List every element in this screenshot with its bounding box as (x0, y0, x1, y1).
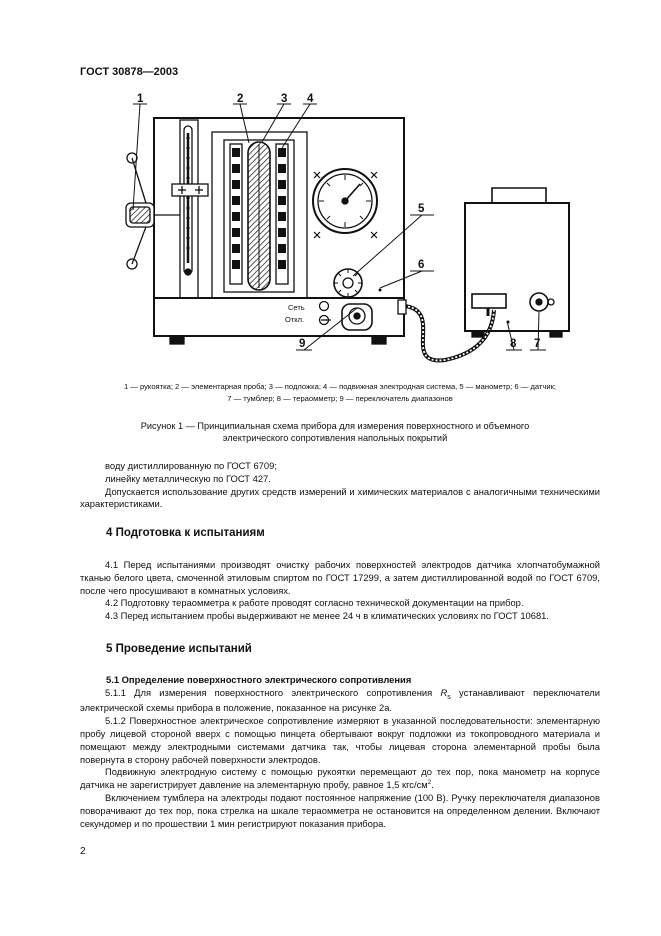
paragraph-4-3: 4.3 Перед испытанием пробы выдерживают не менее 24 ч в климатических условиях по ГОСТ 10681. (105, 610, 549, 622)
paragraph-toggle-voltage: Включением тумблера на электроды подают постоянное напряжение (100 В). Ручку переключателя диапазонов поворачивают до тех пор, пока стрелка на шкале тераомметра не остановится на определенном делении. Включают секундомер и по прошествии 1 мин регистрируют показания прибора. (80, 791, 600, 829)
panel-label-otkl: Откл. (285, 315, 305, 324)
manometer-gauge (313, 169, 377, 233)
section-4-heading: 4 Подготовка к испытаниям (106, 527, 265, 539)
callout-8: 8 (510, 338, 517, 350)
device-schematic-figure (100, 88, 580, 368)
materials-item-water: воду дистиллированную по ГОСТ 6709; (105, 460, 277, 471)
subsection-5-1-heading: 5.1 Определение поверхностного электрического сопротивления (106, 674, 412, 685)
paragraph-electrode-move: Подвижную электродную систему с помощью рукоятки перемещают до тех пор, пока манометр на корпусе датчика не зарегистрирует давление на элементарную пробу, равное 1,5 кгс/$см^2$. (80, 766, 600, 791)
callout-5: 5 (418, 203, 425, 215)
callout-7: 7 (534, 338, 541, 350)
sensor-dial (334, 269, 362, 297)
section-5-heading: 5 Проведение испытаний (106, 643, 252, 655)
callout-1: 1 (137, 93, 144, 105)
paragraph-5-1-1: 5.1.1 Для измерения поверхностного электрического сопротивления $R_s$ устанавливают переключатели электрической схемы прибора в положение, показанное на рисунке 2а. (80, 687, 600, 714)
page-number: 2 (80, 846, 86, 857)
materials-list (80, 460, 600, 511)
legend-line-1: 1 — рукоятка; 2 — элементарная проба; 3 — подложка; 4 — подвижная электродная система, 5 — манометр; 6 — датчик; (123, 382, 557, 391)
callout-6: 6 (418, 259, 425, 271)
materials-note: Допускается использование других средств измерений и химических материалов с аналогичными техническими характеристиками. (80, 485, 600, 510)
callout-2: 2 (237, 93, 244, 105)
legend-line-2: 7 — тумблер; 8 — тераомметр; 9 — переключатель диапазонов (227, 394, 453, 404)
document-header: ГОСТ 30878—2003 (80, 66, 179, 78)
paragraph-4-1: 4.1 Перед испытаниями производят очистку рабочих поверхностей электродов датчика хлопчатобумажной тканью белого цвета, смоченной этиловым спиртом по ГОСТ 17299, а затем дистиллированной водой по ГОСТ 6709, после чего просушивают в комнатных условиях. (80, 559, 600, 596)
callout-9: 9 (299, 338, 306, 350)
paragraph-5-1-2: 5.1.2 Поверхностное электрическое сопротивление измеряют в указанной последовательности: элементарную пробу лицевой стороной вверх с помощью пинцета обертывают вокруг подложки из токопроводного материала и помещают между электродными системами датчика так, чтобы лицевая сторона элементарной пробы была повернута в сторону рабочей поверхности электродов. (80, 715, 600, 765)
figure-legend (80, 381, 600, 405)
teraohmmeter-box (465, 188, 569, 337)
materials-item-ruler: линейку металлическую по ГОСТ 427. (105, 472, 271, 484)
callout-3: 3 (281, 93, 288, 105)
section-4-body (80, 559, 600, 623)
paragraph-4-2: 4.2 Подготовку тераомметра к работе проводят согласно технической документации на прибор. (105, 597, 524, 609)
caption-line-1: Рисунок 1 — Принципиальная схема прибора для измерения поверхностного и объемного (140, 421, 530, 431)
section-5-body (80, 687, 600, 830)
caption-line-2: электрического сопротивления напольных покрытий (222, 432, 448, 443)
callout-4: 4 (307, 93, 314, 105)
panel-label-net: Сеть (288, 303, 305, 312)
figure-caption (110, 421, 560, 445)
